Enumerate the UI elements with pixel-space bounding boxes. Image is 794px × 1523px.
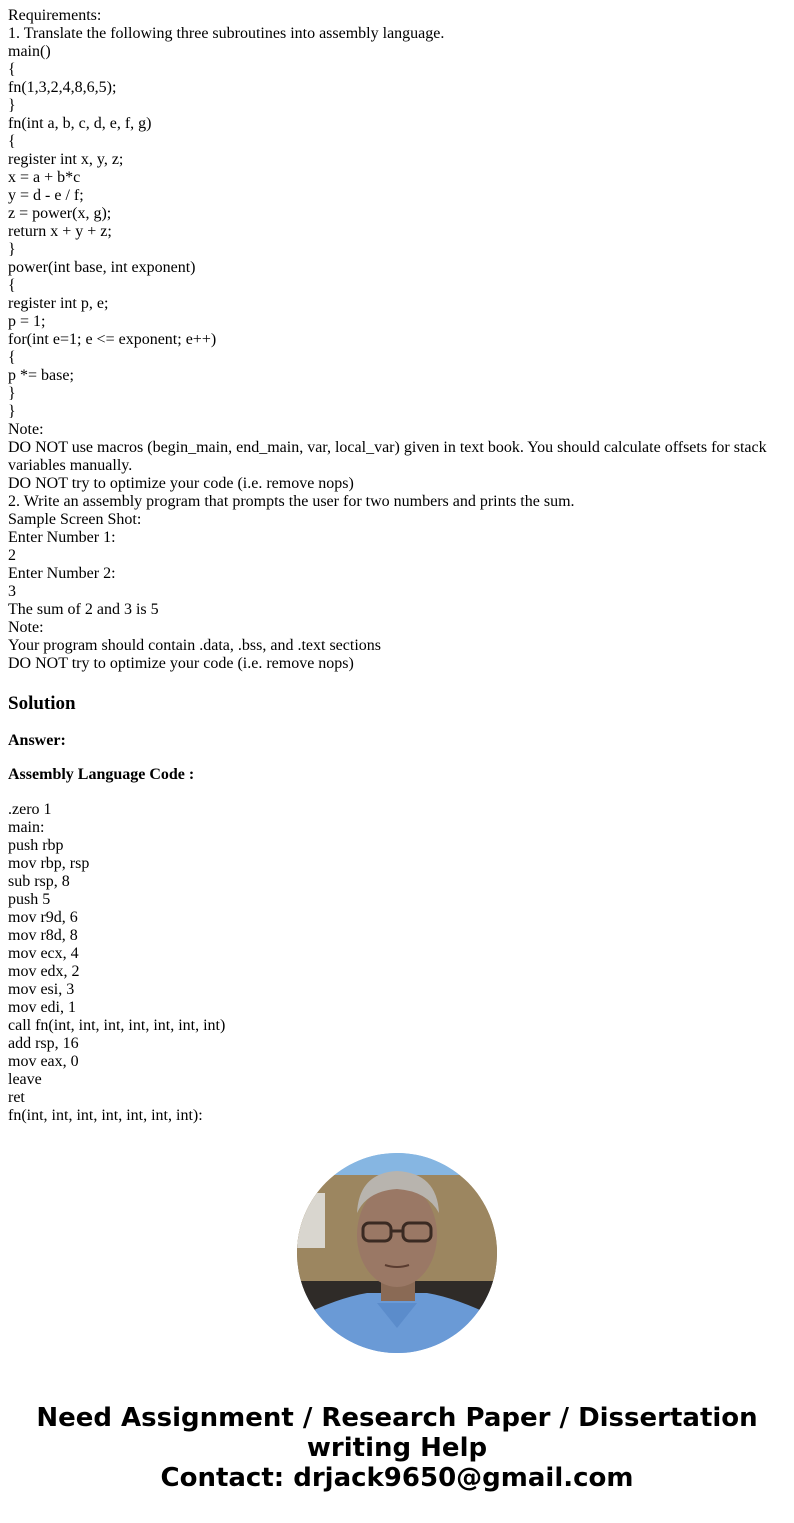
- code-line: .zero 1: [8, 801, 52, 818]
- code-line: fn(int, int, int, int, int, int, int):: [8, 1107, 203, 1124]
- person-portrait-icon: [297, 1153, 497, 1353]
- requirements-block: [8, 7, 786, 673]
- promo-contact: Contact: drjack9650@gmail.com: [160, 1463, 634, 1493]
- req-line: for(int e=1; e <= exponent; e++): [8, 331, 217, 348]
- req-line: {: [8, 277, 16, 294]
- code-line: mov eax, 0: [8, 1053, 79, 1070]
- code-line: ret: [8, 1089, 25, 1106]
- req-line: power(int base, int exponent): [8, 259, 196, 276]
- code-line: call fn(int, int, int, int, int, int, int): [8, 1017, 226, 1034]
- code-line: mov ecx, 4: [8, 945, 79, 962]
- code-line: mov edx, 2: [8, 963, 80, 980]
- req-line: }: [8, 97, 16, 114]
- promo-line-1: Need Assignment / Research Paper / Dissertation: [36, 1403, 758, 1433]
- req-line: {: [8, 61, 16, 78]
- code-line: mov esi, 3: [8, 981, 75, 998]
- req-line: Enter Number 1:: [8, 529, 116, 546]
- req-line: y = d - e / f;: [8, 187, 84, 204]
- req-line: The sum of 2 and 3 is 5: [8, 601, 159, 618]
- promo-banner: [0, 1403, 794, 1493]
- req-line: main(): [8, 43, 51, 60]
- req-line: register int x, y, z;: [8, 151, 124, 168]
- req-line: 2: [8, 547, 16, 564]
- req-line: }: [8, 385, 16, 402]
- req-line: DO NOT try to optimize your code (i.e. remove nops): [8, 475, 354, 492]
- req-line: {: [8, 349, 16, 366]
- req-line: fn(1,3,2,4,8,6,5);: [8, 79, 117, 96]
- req-line: DO NOT try to optimize your code (i.e. remove nops): [8, 655, 354, 672]
- code-line: push 5: [8, 891, 51, 908]
- code-label: Assembly Language Code :: [8, 766, 195, 783]
- code-line: mov rbp, rsp: [8, 855, 90, 872]
- req-line: Your program should contain .data, .bss, and .text sections: [8, 637, 381, 654]
- req-line: fn(int a, b, c, d, e, f, g): [8, 115, 152, 132]
- req-line: return x + y + z;: [8, 223, 112, 240]
- solution-heading: Solution: [8, 693, 76, 714]
- author-avatar: [297, 1153, 497, 1353]
- req-line: x = a + b*c: [8, 169, 81, 186]
- req-line: Requirements:: [8, 7, 102, 24]
- req-line: Note:: [8, 619, 44, 636]
- req-line: 2. Write an assembly program that prompts the user for two numbers and prints the sum.: [8, 493, 575, 510]
- code-line: leave: [8, 1071, 42, 1088]
- code-line: mov r9d, 6: [8, 909, 78, 926]
- req-line: z = power(x, g);: [8, 205, 112, 222]
- code-line: main:: [8, 819, 45, 836]
- req-line: }: [8, 403, 16, 420]
- code-line: push rbp: [8, 837, 64, 854]
- req-line: 1. Translate the following three subroutines into assembly language.: [8, 25, 445, 42]
- code-line: mov r8d, 8: [8, 927, 78, 944]
- promo-line-2: writing Help: [306, 1433, 488, 1463]
- req-line: Sample Screen Shot:: [8, 511, 142, 528]
- code-line: mov edi, 1: [8, 999, 76, 1016]
- answer-label: Answer:: [8, 732, 66, 749]
- req-line: p *= base;: [8, 367, 74, 384]
- req-line: 3: [8, 583, 16, 600]
- code-line: add rsp, 16: [8, 1035, 79, 1052]
- req-line: {: [8, 133, 16, 150]
- req-line: DO NOT use macros (begin_main, end_main, var, local_var) given in text book. You should calculate offsets for stack variables manually.: [8, 439, 771, 474]
- code-line: sub rsp, 8: [8, 873, 70, 890]
- req-line: p = 1;: [8, 313, 46, 330]
- assembly-code-block: [8, 801, 225, 1125]
- req-line: register int p, e;: [8, 295, 109, 312]
- req-line: Enter Number 2:: [8, 565, 116, 582]
- req-line: }: [8, 241, 16, 258]
- req-line: Note:: [8, 421, 44, 438]
